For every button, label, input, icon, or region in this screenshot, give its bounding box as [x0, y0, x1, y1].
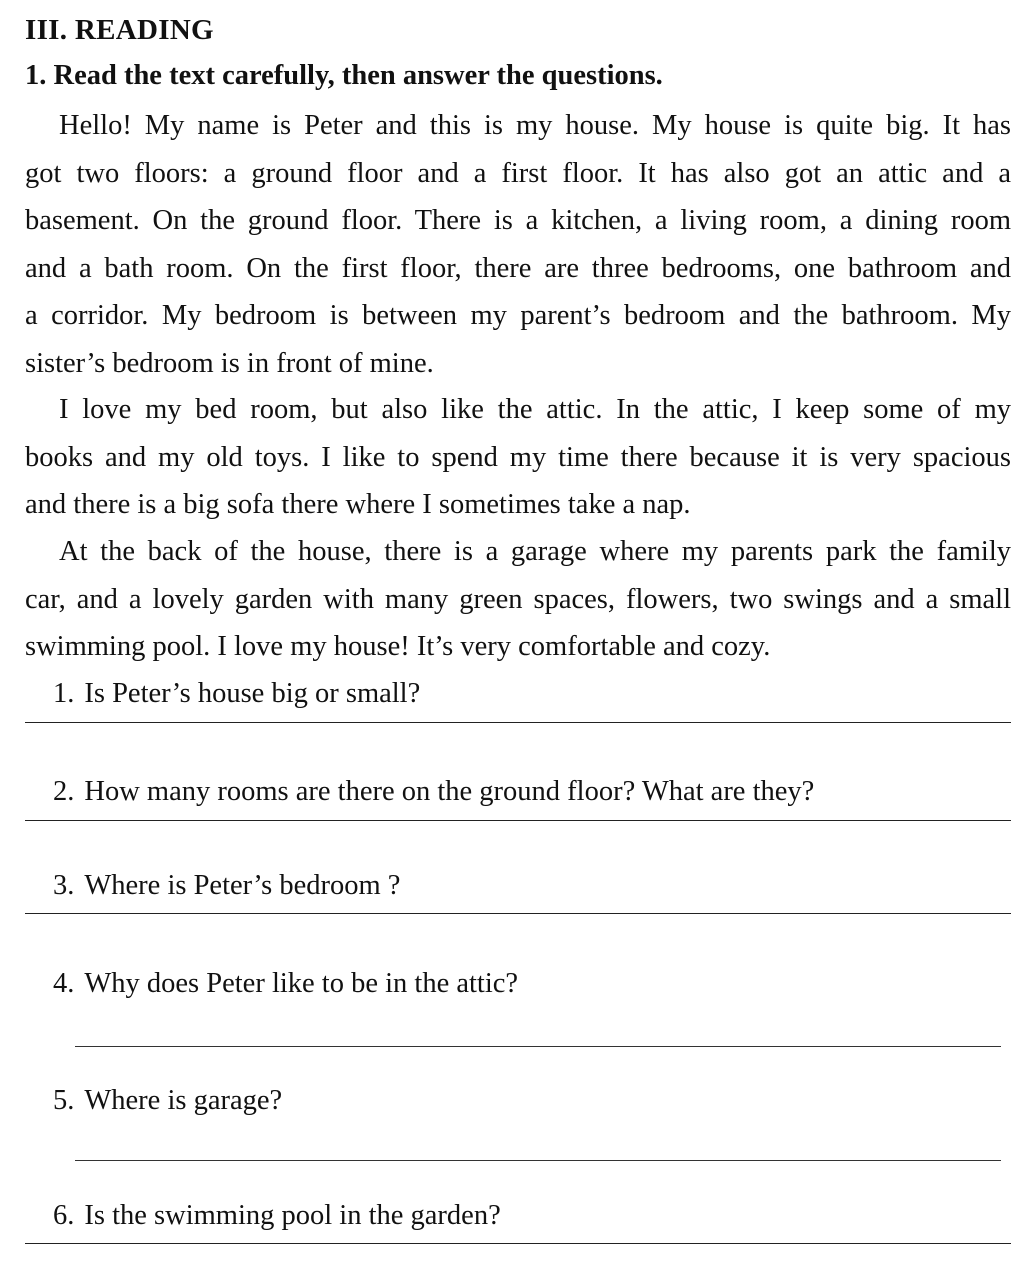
answer-line-5[interactable]: [75, 1160, 1001, 1161]
section-title: III. READING: [25, 14, 214, 46]
answer-line-3[interactable]: [25, 913, 1011, 914]
passage-line: and a bath room. On the first floor, there are three bedrooms, one bathroom and: [25, 252, 1011, 284]
question-text: Where is garage?: [84, 1085, 283, 1116]
question-3: [53, 870, 400, 902]
question-6: [53, 1200, 501, 1232]
passage-line: Hello! My name is Peter and this is my house. My house is quite big. It has: [59, 110, 1011, 141]
question-text: Why does Peter like to be in the attic?: [84, 968, 519, 999]
passage-paragraph-1: [25, 102, 1011, 387]
question-text: Where is Peter’s bedroom ?: [84, 870, 401, 901]
passage-line: At the back of the house, there is a garage where my parents park the family: [59, 536, 1011, 567]
passage-line: basement. On the ground floor. There is a kitchen, a living room, a dining room: [25, 205, 1011, 236]
question-text: How many rooms are there on the ground floor? What are they?: [84, 776, 815, 807]
question-number: 5.: [53, 1085, 75, 1116]
passage-paragraph-3: [25, 528, 1011, 671]
passage-line: sister’s bedroom is in front of mine.: [25, 347, 434, 379]
passage-line: car, and a lovely garden with many green spaces, flowers, two swings and a small: [25, 583, 1011, 615]
question-number: 6.: [53, 1200, 75, 1231]
answer-line-1[interactable]: [25, 722, 1011, 723]
instruction-heading: 1. Read the text carefully, then answer the questions.: [25, 60, 663, 91]
passage-line: and there is a big sofa there where I sometimes take a nap.: [25, 489, 691, 520]
passage-line: got two floors: a ground floor and a first floor. It has also got an attic and a: [25, 157, 1011, 189]
question-number: 3.: [53, 870, 75, 901]
question-number: 4.: [53, 968, 75, 999]
question-5: [53, 1085, 282, 1117]
question-number: 2.: [53, 776, 75, 807]
question-text: Is the swimming pool in the garden?: [84, 1200, 501, 1231]
question-2: [53, 776, 814, 808]
question-1: [53, 678, 420, 710]
passage-paragraph-2: [25, 386, 1011, 529]
passage-line: I love my bed room, but also like the attic. In the attic, I keep some of my: [59, 394, 1011, 425]
answer-line-6[interactable]: [25, 1243, 1011, 1244]
question-text: Is Peter’s house big or small?: [84, 678, 421, 709]
passage-line: a corridor. My bedroom is between my parent’s bedroom and the bathroom. My: [25, 300, 1011, 331]
answer-line-4[interactable]: [75, 1046, 1001, 1047]
passage-line: books and my old toys. I like to spend my time there because it is very spacious: [25, 441, 1011, 473]
question-4: [53, 968, 518, 1000]
passage-line: swimming pool. I love my house! It’s very comfortable and cozy.: [25, 631, 771, 662]
question-number: 1.: [53, 678, 75, 709]
answer-line-2[interactable]: [25, 820, 1011, 821]
